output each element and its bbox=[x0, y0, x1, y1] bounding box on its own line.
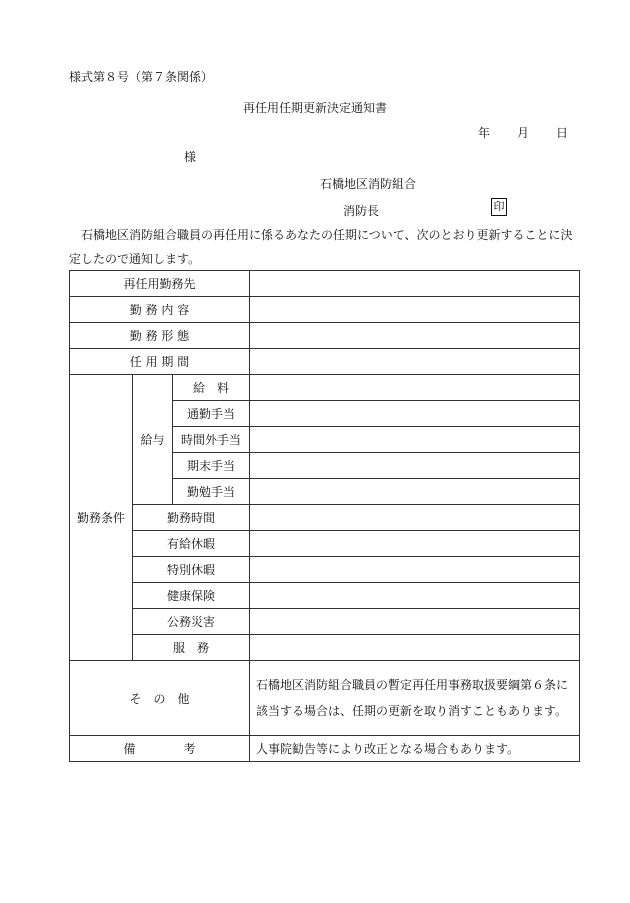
salary-item-value bbox=[250, 453, 580, 479]
salary-item: 時間外手当 bbox=[173, 427, 250, 453]
salary-item-value bbox=[250, 479, 580, 505]
condition-item: 特別休暇 bbox=[133, 557, 250, 583]
form-number: 様式第８号（第７条関係） bbox=[69, 70, 214, 84]
condition-item: 公務災害 bbox=[133, 609, 250, 635]
other-note: 石橋地区消防組合職員の暫定再任用事務取扱要綱第６条に該当する場合は、任期の更新を取り消すこともあります。 bbox=[250, 661, 580, 736]
date-day: 日 bbox=[556, 126, 569, 140]
salary-item: 期末手当 bbox=[173, 453, 250, 479]
table-row bbox=[70, 635, 580, 661]
table-row bbox=[70, 375, 580, 401]
table-row bbox=[70, 531, 580, 557]
salary-item-value bbox=[250, 375, 580, 401]
condition-item: 健康保険 bbox=[133, 583, 250, 609]
table-row bbox=[70, 505, 580, 531]
salary-item: 給 料 bbox=[173, 375, 250, 401]
row-label-work-form: 勤 務 形 態 bbox=[70, 323, 250, 349]
table-row bbox=[70, 349, 580, 375]
condition-item: 服 務 bbox=[133, 635, 250, 661]
duties-value bbox=[250, 297, 580, 323]
table-row bbox=[70, 323, 580, 349]
condition-item-value bbox=[250, 505, 580, 531]
term-value bbox=[250, 349, 580, 375]
table-row bbox=[70, 609, 580, 635]
addressee-suffix: 様 bbox=[184, 150, 197, 164]
row-label-workplace: 再任用勤務先 bbox=[70, 271, 250, 297]
condition-item: 有給休暇 bbox=[133, 531, 250, 557]
chief-title: 消防長 bbox=[343, 204, 380, 218]
date-month: 月 bbox=[517, 126, 530, 140]
workplace-value bbox=[250, 271, 580, 297]
seal-mark: 印 bbox=[491, 198, 507, 216]
table-row bbox=[70, 583, 580, 609]
salary-item: 通勤手当 bbox=[173, 401, 250, 427]
salary-item-value bbox=[250, 401, 580, 427]
condition-item-value bbox=[250, 635, 580, 661]
condition-item-value bbox=[250, 583, 580, 609]
salary-item-value bbox=[250, 427, 580, 453]
notice-table bbox=[69, 270, 580, 762]
notice-body: 石橋地区消防組合職員の再任用に係るあなたの任期について、次のとおり更新することに決定したので通知します。 bbox=[69, 228, 573, 266]
organization-name: 石橋地区消防組合 bbox=[320, 177, 417, 191]
table-row bbox=[70, 297, 580, 323]
row-label-duties: 勤 務 内 容 bbox=[70, 297, 250, 323]
condition-item-value bbox=[250, 609, 580, 635]
condition-item-value bbox=[250, 557, 580, 583]
condition-item-value bbox=[250, 531, 580, 557]
table-row bbox=[70, 557, 580, 583]
remarks-note: 人事院勧告等により改正となる場合もあります。 bbox=[250, 736, 580, 762]
date-year: 年 bbox=[478, 126, 491, 140]
other-label: そ の 他 bbox=[70, 661, 250, 736]
remarks-label: 備 考 bbox=[70, 736, 250, 762]
table-row bbox=[70, 661, 580, 736]
table-row bbox=[70, 736, 580, 762]
work-form-value bbox=[250, 323, 580, 349]
table-row bbox=[70, 271, 580, 297]
salary-label: 給与 bbox=[133, 375, 173, 505]
conditions-label: 勤務条件 bbox=[70, 375, 133, 661]
salary-item: 勤勉手当 bbox=[173, 479, 250, 505]
document-title: 再任用任期更新決定通知書 bbox=[242, 101, 387, 115]
condition-item: 勤務時間 bbox=[133, 505, 250, 531]
row-label-term: 任 用 期 間 bbox=[70, 349, 250, 375]
